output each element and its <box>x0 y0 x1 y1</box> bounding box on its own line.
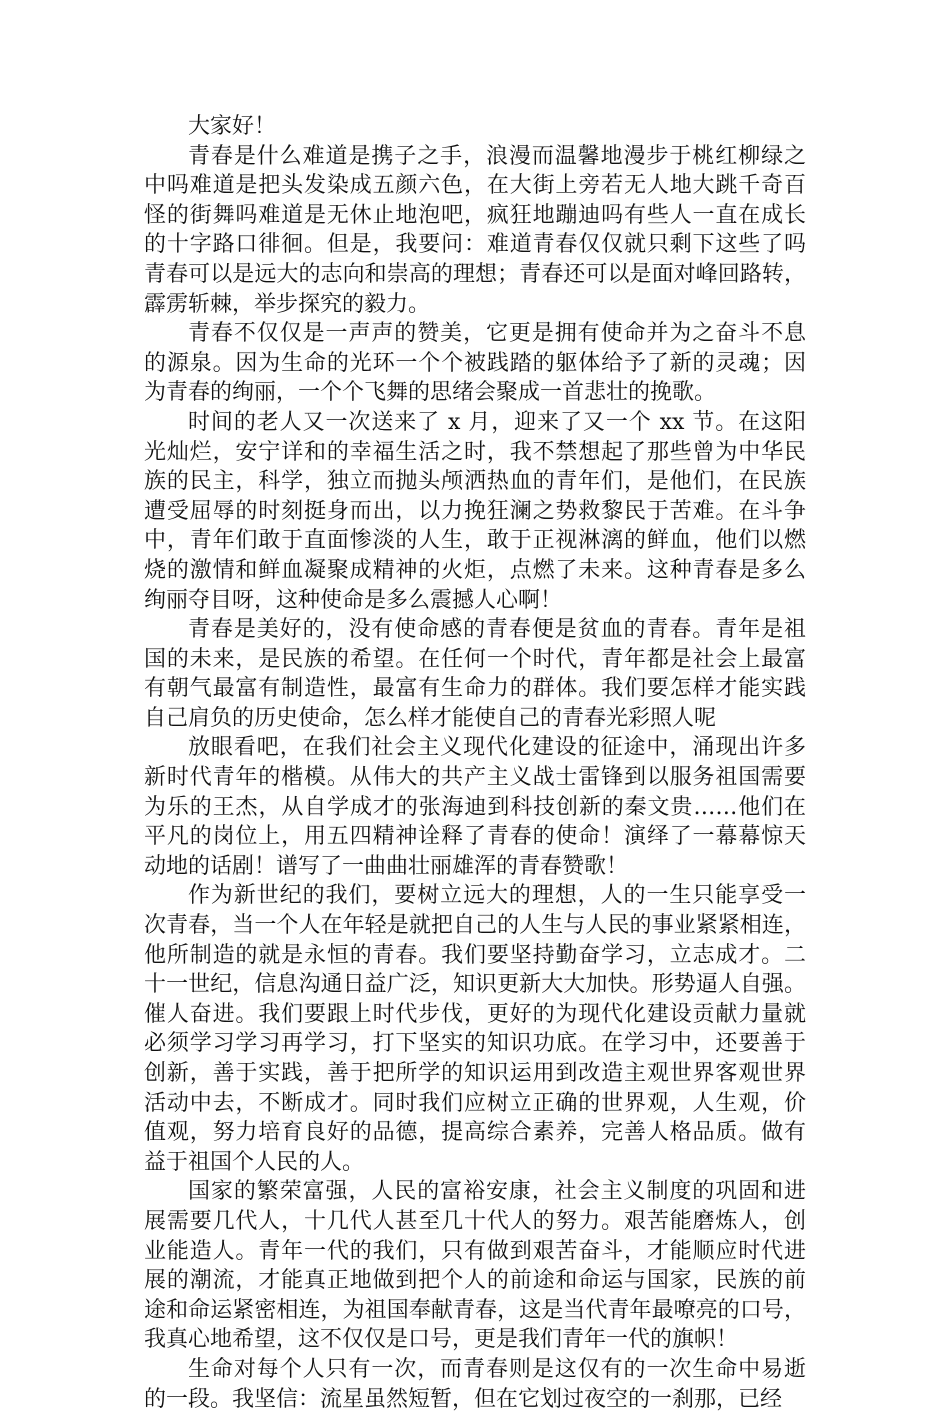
paragraph-line: 中，青年们敢于直面惨淡的人生，敢于正视淋漓的鲜血，他们以燃 <box>144 528 806 554</box>
paragraph-line: 他所制造的就是永恒的青春。我们要坚持勤奋学习，立志成才。二 <box>144 942 806 968</box>
paragraph-line: 创新，善于实践，善于把所学的知识运用到改造主观世界客观世界 <box>144 1061 806 1086</box>
paragraph-line: 光灿烂，安宁详和的幸福生活之时，我不禁想起了那些曾为中华民 <box>144 439 806 465</box>
paragraph <box>144 1355 806 1414</box>
paragraph-line: 活动中去，不断成才。同时我们应树立正确的世界观，人生观，价 <box>144 1090 806 1116</box>
paragraph-line: 新时代青年的楷模。从伟大的共产主义战士雷锋到以服务祖国需要 <box>144 765 806 791</box>
paragraph-line: 族的民主，科学，独立而抛头颅洒热血的青年们，是他们，在民族 <box>144 469 806 495</box>
paragraph-line: 国的未来，是民族的希望。在任何一个时代，青年都是社会上最富 <box>144 646 806 672</box>
paragraph-line: 青春不仅仅是一声声的赞美，它更是拥有使命并为之奋斗不息 <box>188 321 806 347</box>
paragraph-line: 途和命运紧密相连，为祖国奉献青春，这是当代青年最嘹亮的口号， <box>144 1297 806 1323</box>
paragraph <box>144 733 806 881</box>
paragraph-line: 放眼看吧，在我们社会主义现代化建设的征途中，涌现出许多 <box>188 735 806 761</box>
paragraph-line: 生命对每个人只有一次，而青春则是这仅有的一次生命中易逝 <box>188 1356 806 1382</box>
paragraph-line: 催人奋进。我们要跟上时代步伐，更好的为现代化建设贡献力量就 <box>144 1001 806 1027</box>
paragraph-line: 有朝气最富有制造性，最富有生命力的群体。我们要怎样才能实践 <box>144 676 806 702</box>
body-text <box>144 142 806 1414</box>
paragraph-line: 自己肩负的历史使命，怎么样才能使自己的青春光彩照人呢 <box>144 705 717 731</box>
paragraph-line: 展需要几代人，十几代人甚至几十代人的努力。艰苦能磨炼人，创 <box>144 1208 806 1234</box>
paragraph-line: 十一世纪，信息沟通日益广泛，知识更新大大加快。形势逼人自强。 <box>144 972 806 998</box>
paragraph <box>144 615 806 733</box>
paragraph <box>144 142 806 320</box>
paragraph-line: 怪的街舞吗难道是无休止地泡吧，疯狂地蹦迪吗有些人一直在成长 <box>144 202 806 228</box>
paragraph-line: 的一段。我坚信：流星虽然短暂，但在它划过夜空的一刹那，已经 <box>144 1386 783 1412</box>
paragraph-line: 青春是什么难道是携子之手，浪漫而温馨地漫步于桃红柳绿之 <box>188 143 806 169</box>
paragraph-line: 为青春的绚丽，一个个飞舞的思绪会聚成一首悲壮的挽歌。 <box>144 380 717 406</box>
paragraph-line: 值观，努力培育良好的品德，提高综合素养，完善人格品质。做有 <box>144 1120 806 1146</box>
paragraph-line: 烧的激情和鲜血凝聚成精神的火炬，点燃了未来。这种青春是多么 <box>144 557 806 583</box>
paragraph-line: 益于祖国个人民的人。 <box>144 1149 365 1175</box>
document-page <box>144 112 806 1414</box>
paragraph <box>144 1177 806 1355</box>
paragraph-line: 作为新世纪的我们，要树立远大的理想，人的一生只能享受一 <box>188 883 806 909</box>
paragraph-line: 青春可以是远大的志向和崇高的理想；青春还可以是面对峰回路转， <box>144 261 806 287</box>
paragraph-line: 青春是美好的，没有使命感的青春便是贫血的青春。青年是祖 <box>188 617 806 643</box>
paragraph-line: 的源泉。因为生命的光环一个个被践踏的躯体给予了新的灵魂；因 <box>144 350 806 376</box>
paragraph-line: 绚丽夺目呀，这种使命是多么震撼人心啊！ <box>144 587 563 613</box>
paragraph-line: 动地的话剧！谱写了一曲曲壮丽雄浑的青春赞歌！ <box>144 853 629 879</box>
paragraph-line: 平凡的岗位上，用五四精神诠释了青春的使命！演绎了一幕幕惊天 <box>144 824 806 850</box>
paragraph-line: 的十字路口徘徊。但是，我要问：难道青春仅仅就只剩下这些了吗 <box>144 232 806 258</box>
paragraph <box>144 408 806 615</box>
paragraph-line: 遭受屈辱的时刻挺身而出，以力挽狂澜之势救黎民于苦难。在斗争 <box>144 498 806 524</box>
paragraph <box>144 319 806 408</box>
paragraph-line: 中吗难道是把头发染成五颜六色，在大街上旁若无人地大跳千奇百 <box>144 173 806 199</box>
paragraph-line: 展的潮流，才能真正地做到把个人的前途和命运与国家，民族的前 <box>144 1268 806 1294</box>
paragraph-line: 为乐的王杰，从自学成才的张海迪到科技创新的秦文贵……他们在 <box>144 794 806 820</box>
greeting: 大家好！ <box>188 114 277 139</box>
paragraph-line: 业能造人。青年一代的我们，只有做到艰苦奋斗，才能顺应时代进 <box>144 1238 806 1264</box>
paragraph-line: 次青春，当一个人在年轻是就把自己的人生与人民的事业紧紧相连， <box>144 913 806 939</box>
paragraph-line: 霹雳斩棘，举步探究的毅力。 <box>144 291 431 317</box>
paragraph-line: 时间的老人又一次送来了 x 月，迎来了又一个 xx 节。在这阳 <box>188 409 806 435</box>
paragraph-line: 国家的繁荣富强，人民的富裕安康，社会主义制度的巩固和进 <box>188 1179 806 1205</box>
paragraph <box>144 881 806 1177</box>
paragraph-line: 我真心地希望，这不仅仅是口号，更是我们青年一代的旗帜！ <box>144 1327 739 1353</box>
paragraph-line: 必须学习学习再学习，打下坚实的知识功底。在学习中，还要善于 <box>144 1031 806 1057</box>
